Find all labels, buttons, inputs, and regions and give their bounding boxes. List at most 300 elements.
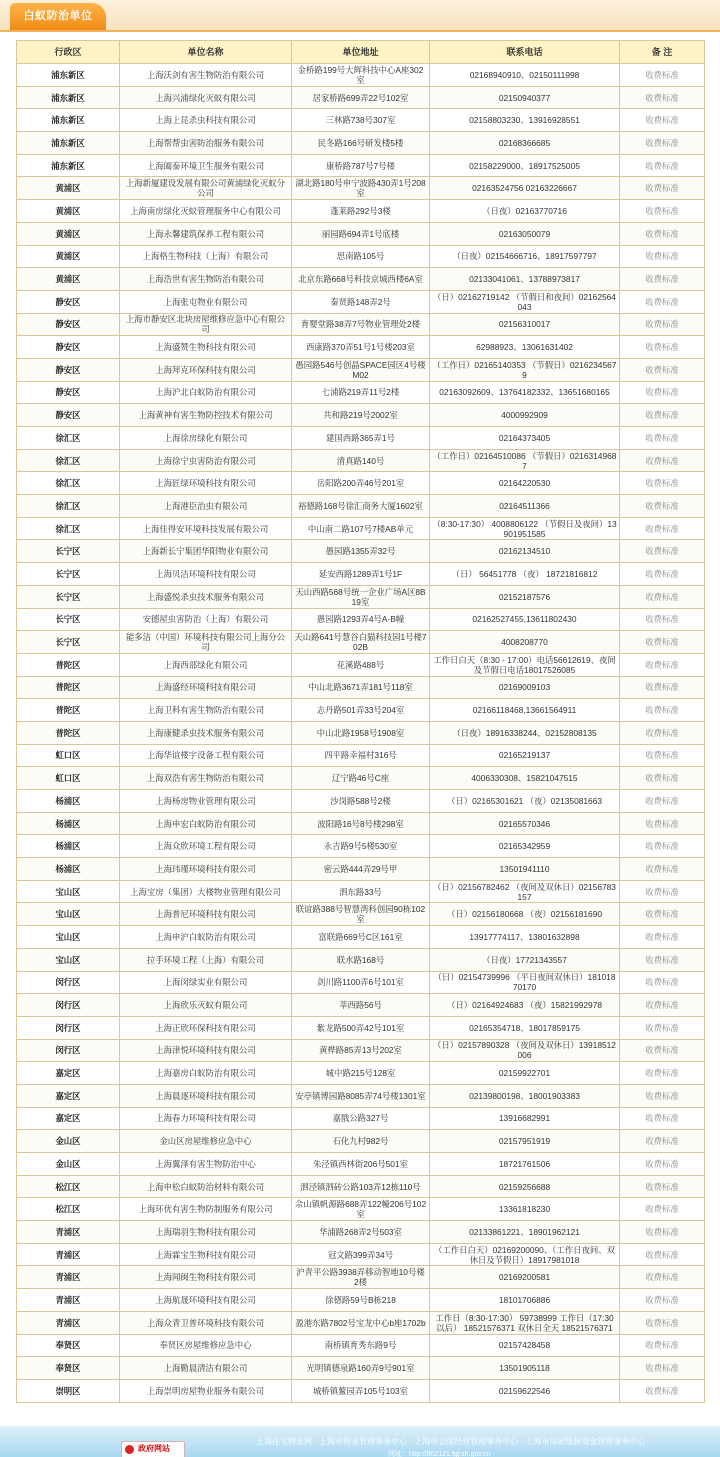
address-cell: 育婴堂路38弄7号物业管理处2楼 (292, 313, 430, 336)
company-cell: 上海欣乐灭蚁有限公司 (120, 994, 292, 1017)
district-cell: 黄浦区 (17, 245, 120, 268)
table-row (17, 336, 705, 359)
note-cell[interactable]: 收费标准 (620, 472, 705, 495)
note-cell[interactable]: 收费标准 (620, 699, 705, 722)
company-cell: 上海正欣环保科技有限公司 (120, 1016, 292, 1039)
table-row (17, 699, 705, 722)
note-cell[interactable]: 收费标准 (620, 948, 705, 971)
phone-cell: （日）02164924683 （夜）15821992978 (430, 994, 620, 1017)
note-cell[interactable]: 收费标准 (620, 404, 705, 427)
company-cell: 上海康健杀虫技术服务有限公司 (120, 721, 292, 744)
phone-cell: 13501905118 (430, 1357, 620, 1380)
district-cell: 宝山区 (17, 948, 120, 971)
company-cell: 上海津悦环境科技有限公司 (120, 1039, 292, 1062)
address-cell: 冠文路399弄34号 (292, 1243, 430, 1266)
note-cell[interactable]: 收费标准 (620, 585, 705, 608)
phone-cell: （工作日）02165140353 （节假日）02162345679 (430, 358, 620, 381)
note-cell[interactable]: 收费标准 (620, 336, 705, 359)
address-cell: 沪青平公路3938弄移动智地10号楼2楼 (292, 1266, 430, 1289)
table-row (17, 812, 705, 835)
district-cell: 青浦区 (17, 1266, 120, 1289)
note-cell[interactable]: 收费标准 (620, 1221, 705, 1244)
company-cell: 上海霖宝生物科技有限公司 (120, 1243, 292, 1266)
address-cell: 建国西路365弄1号 (292, 427, 430, 450)
company-cell: 上海盛赞生物科技有限公司 (120, 336, 292, 359)
address-cell: 佘山镇帆源路688弄122幢206号102室 (292, 1198, 430, 1221)
footer (0, 1426, 720, 1457)
district-cell: 奉贤区 (17, 1334, 120, 1357)
address-cell: 紫龙路500弄42号101室 (292, 1016, 430, 1039)
company-cell: 上海航晟环境科技有限公司 (120, 1289, 292, 1312)
district-cell: 徐汇区 (17, 495, 120, 518)
table-row (17, 64, 705, 87)
phone-cell: 02168940910、02150111998 (430, 64, 620, 87)
company-cell: 上海沪北白蚁防治有限公司 (120, 381, 292, 404)
note-cell[interactable]: 收费标准 (620, 1289, 705, 1312)
table-row (17, 1153, 705, 1176)
company-cell: 上海崇明房屋物业服务有限公司 (120, 1379, 292, 1402)
phone-cell: 02156310017 (430, 313, 620, 336)
phone-cell: （工作日白天）02169200090、（工作日夜间、双休日及节假日）18917981018 (430, 1243, 620, 1266)
table-row (17, 1107, 705, 1130)
company-cell: 上海众青卫普环境科技有限公司 (120, 1311, 292, 1334)
note-cell[interactable]: 收费标准 (620, 1039, 705, 1062)
note-cell[interactable]: 收费标准 (620, 1084, 705, 1107)
company-cell: 上海翼泽有害生物防治中心 (120, 1153, 292, 1176)
address-cell: 莘西路56号 (292, 994, 430, 1017)
phone-cell: 02166118468,13661564911 (430, 699, 620, 722)
table-row (17, 631, 705, 654)
district-cell: 青浦区 (17, 1289, 120, 1312)
company-cell: 上海环优有害生物防制服务有限公司 (120, 1198, 292, 1221)
note-cell[interactable]: 收费标准 (620, 676, 705, 699)
district-cell: 长宁区 (17, 608, 120, 631)
address-cell: 延安西路1289弄1号1F (292, 563, 430, 586)
note-cell[interactable]: 收费标准 (620, 1379, 705, 1402)
company-cell: 上海贝洁环境科技有限公司 (120, 563, 292, 586)
phone-cell: 02133041061、13788973817 (430, 268, 620, 291)
company-cell: 上海西部绿化有限公司 (120, 653, 292, 676)
table-row (17, 222, 705, 245)
phone-cell: （日夜）02154666716、18917597797 (430, 245, 620, 268)
note-cell[interactable]: 收费标准 (620, 1357, 705, 1380)
note-cell[interactable]: 收费标准 (620, 812, 705, 835)
content-card (0, 32, 720, 1426)
address-cell: 愚园路1293弄4号A-B幢 (292, 608, 430, 631)
phone-cell: （日）02157890328 （夜间及双休日）13918512006 (430, 1039, 620, 1062)
address-cell: 愚园路1355弄32号 (292, 540, 430, 563)
note-cell[interactable]: 收费标准 (620, 449, 705, 472)
phone-cell: （日夜）17721343557 (430, 948, 620, 971)
table-row (17, 109, 705, 132)
address-cell: 蓬莱路292号3楼 (292, 200, 430, 223)
note-cell[interactable]: 收费标准 (620, 903, 705, 926)
company-cell: 上海黄神有害生物防控技术有限公司 (120, 404, 292, 427)
phone-cell: 02169200581 (430, 1266, 620, 1289)
note-cell[interactable]: 收费标准 (620, 222, 705, 245)
table-row (17, 790, 705, 813)
phone-cell: （日）02156180668 （夜）02156181690 (430, 903, 620, 926)
table-row (17, 880, 705, 903)
phone-cell: 13361818230 (430, 1198, 620, 1221)
phone-cell: 02163524756 02163226667 (430, 177, 620, 200)
address-cell: 泗泾镇泗砖公路103弄12栋110号 (292, 1175, 430, 1198)
note-cell[interactable]: 收费标准 (620, 1153, 705, 1176)
address-cell: 花溪路488号 (292, 653, 430, 676)
company-cell: 上海勤晨清洁有限公司 (120, 1357, 292, 1380)
table-row (17, 540, 705, 563)
col-address: 单位地址 (292, 41, 430, 64)
district-cell: 黄浦区 (17, 177, 120, 200)
district-cell: 长宁区 (17, 540, 120, 563)
phone-cell: 02152187576 (430, 585, 620, 608)
note-cell[interactable]: 收费标准 (620, 540, 705, 563)
district-cell: 静安区 (17, 381, 120, 404)
note-cell[interactable]: 收费标准 (620, 835, 705, 858)
district-cell: 杨浦区 (17, 812, 120, 835)
table-row (17, 1289, 705, 1312)
gov-site-badge[interactable] (121, 1441, 185, 1457)
phone-cell: （日夜）02163770716 (430, 200, 620, 223)
address-cell: 城桥镇鳌园弄105号103室 (292, 1379, 430, 1402)
district-cell: 金山区 (17, 1130, 120, 1153)
phone-cell: 工作日白天（8:30 - 17:00）电话56612619、夜间及节假日电话18017526085 (430, 653, 620, 676)
phone-cell: （日）02162719142 （节假日和夜间）02162564043 (430, 290, 620, 313)
company-cell: 上海匠绿环境科技有限公司 (120, 472, 292, 495)
company-cell: 上海浩世有害生物防治有限公司 (120, 268, 292, 291)
company-cell: 能多洁（中国）环境科技有限公司上海分公司 (120, 631, 292, 654)
table-header-row (17, 41, 705, 64)
address-cell: 黄桦路85弄13号202室 (292, 1039, 430, 1062)
district-cell: 普陀区 (17, 699, 120, 722)
note-cell[interactable]: 收费标准 (620, 245, 705, 268)
note-cell[interactable]: 收费标准 (620, 971, 705, 994)
address-cell: 天山路641号慧谷白猫科技园1号楼702B (292, 631, 430, 654)
district-cell: 闵行区 (17, 971, 120, 994)
col-district: 行政区 (17, 41, 120, 64)
company-cell: 上海申沪白蚁防治有限公司 (120, 926, 292, 949)
note-cell[interactable]: 收费标准 (620, 880, 705, 903)
phone-cell: 02158803230、13916928551 (430, 109, 620, 132)
district-cell: 静安区 (17, 404, 120, 427)
note-cell[interactable]: 收费标准 (620, 1311, 705, 1334)
district-cell: 金山区 (17, 1153, 120, 1176)
table-row (17, 948, 705, 971)
address-cell: 清真路140号 (292, 449, 430, 472)
table-row (17, 381, 705, 404)
company-cell: 上海闵绿实业有限公司 (120, 971, 292, 994)
company-cell: 上海杨房物业管理有限公司 (120, 790, 292, 813)
address-cell: 愚园路546号创晶SPACE园区4号楼M02 (292, 358, 430, 381)
district-cell: 长宁区 (17, 585, 120, 608)
address-cell: 思南路105号 (292, 245, 430, 268)
footer-url[interactable]: 网址：http://962121.fgj.sh.gov.cn (388, 1451, 491, 1457)
phone-cell: 工作日（8:30-17:30） 59738999 工作日（17:30以后） 18521576371 双休日全天 18521576371 (430, 1311, 620, 1334)
phone-cell: 4006330308、15821047515 (430, 767, 620, 790)
address-cell: 中山北路1958号1908室 (292, 721, 430, 744)
district-cell: 徐汇区 (17, 472, 120, 495)
address-cell: 联水路168号 (292, 948, 430, 971)
company-cell: 上海张屯物业有限公司 (120, 290, 292, 313)
company-cell: 上海双浩有害生物防治有限公司 (120, 767, 292, 790)
note-cell[interactable]: 收费标准 (620, 132, 705, 155)
company-cell: 上海嘉房白蚁防治有限公司 (120, 1062, 292, 1085)
note-cell[interactable]: 收费标准 (620, 653, 705, 676)
district-cell: 普陀区 (17, 676, 120, 699)
gov-site-badge-label: 政府网站 (138, 1444, 170, 1453)
phone-cell: 4000992909 (430, 404, 620, 427)
company-cell: 拉手环境工程（上海）有限公司 (120, 948, 292, 971)
table-row (17, 1334, 705, 1357)
note-cell[interactable]: 收费标准 (620, 608, 705, 631)
phone-cell: 02165342959 (430, 835, 620, 858)
table-row (17, 1198, 705, 1221)
address-cell: 志丹路501弄33号204室 (292, 699, 430, 722)
company-cell: 上海帮帮虫害防治服务有限公司 (120, 132, 292, 155)
phone-cell: 02164511366 (430, 495, 620, 518)
district-cell: 青浦区 (17, 1243, 120, 1266)
address-cell: 华浦路268弄2号503室 (292, 1221, 430, 1244)
district-cell: 长宁区 (17, 631, 120, 654)
note-cell[interactable]: 收费标准 (620, 177, 705, 200)
address-cell: 盈港东路7802号宝龙中心b座1702b (292, 1311, 430, 1334)
district-cell: 嘉定区 (17, 1107, 120, 1130)
phone-cell: 02159256688 (430, 1175, 620, 1198)
phone-cell: 02157951919 (430, 1130, 620, 1153)
district-cell: 松江区 (17, 1198, 120, 1221)
address-cell: 丽园路694弄1号底楼 (292, 222, 430, 245)
company-cell: 上海申松白蚁防治材料有限公司 (120, 1175, 292, 1198)
company-cell: 上海港臣治虫有限公司 (120, 495, 292, 518)
note-cell[interactable]: 收费标准 (620, 1198, 705, 1221)
note-cell[interactable]: 收费标准 (620, 563, 705, 586)
district-cell: 黄浦区 (17, 200, 120, 223)
table-row (17, 653, 705, 676)
note-cell[interactable]: 收费标准 (620, 1175, 705, 1198)
district-cell: 浦东新区 (17, 132, 120, 155)
district-cell: 嘉定区 (17, 1062, 120, 1085)
table-row (17, 994, 705, 1017)
district-cell: 嘉定区 (17, 1084, 120, 1107)
col-note: 备 注 (620, 41, 705, 64)
phone-cell: 02139800198、18001903383 (430, 1084, 620, 1107)
phone-cell: 02162134510 (430, 540, 620, 563)
table-row (17, 427, 705, 450)
district-cell: 青浦区 (17, 1221, 120, 1244)
footer-links[interactable]: 上海住宅物业网 · 上海市物业管理事务中心 · 上海市公房经营管理事务中心 · 上海市房屋维修资金管理事务中心 (256, 1437, 646, 1446)
district-cell: 杨浦区 (17, 858, 120, 881)
company-cell: 上海华谊楼宇设备工程有限公司 (120, 744, 292, 767)
table-row (17, 245, 705, 268)
note-cell[interactable]: 收费标准 (620, 1243, 705, 1266)
table-row (17, 676, 705, 699)
note-cell[interactable]: 收费标准 (620, 1016, 705, 1039)
phone-cell: 02165570346 (430, 812, 620, 835)
note-cell[interactable]: 收费标准 (620, 86, 705, 109)
table-row (17, 132, 705, 155)
address-cell: 中山北路3671弄181号118室 (292, 676, 430, 699)
table-row (17, 313, 705, 336)
table-row (17, 858, 705, 881)
note-cell[interactable]: 收费标准 (620, 994, 705, 1017)
company-cell: 上海众欣环境工程有限公司 (120, 835, 292, 858)
phone-cell: 02162527455,13611802430 (430, 608, 620, 631)
phone-cell: 4008208770 (430, 631, 620, 654)
section-tab[interactable]: 白蚁防治单位 (10, 3, 106, 30)
address-cell: 波阳路16号8号楼298室 (292, 812, 430, 835)
district-cell: 普陀区 (17, 653, 120, 676)
company-cell: 上海沃剑有害生物防治有限公司 (120, 64, 292, 87)
table-row (17, 1357, 705, 1380)
district-cell: 崇明区 (17, 1379, 120, 1402)
termite-control-table (16, 40, 705, 1403)
table-row (17, 358, 705, 381)
district-cell: 徐汇区 (17, 427, 120, 450)
company-cell: 上海盛经环境科技有限公司 (120, 676, 292, 699)
address-cell: 岳阳路200弄46号201室 (292, 472, 430, 495)
note-cell[interactable]: 收费标准 (620, 1334, 705, 1357)
district-cell: 闵行区 (17, 994, 120, 1017)
address-cell: 泗东路33号 (292, 880, 430, 903)
phone-cell: 02164373405 (430, 427, 620, 450)
table-row (17, 1016, 705, 1039)
district-cell: 杨浦区 (17, 835, 120, 858)
district-cell: 黄浦区 (17, 222, 120, 245)
note-cell[interactable]: 收费标准 (620, 1062, 705, 1085)
table-row (17, 404, 705, 427)
district-cell: 宝山区 (17, 903, 120, 926)
address-cell: 金桥路199号大辉科技中心A座302室 (292, 64, 430, 87)
header-bar (0, 0, 720, 32)
phone-cell: （日）02165301621 （夜）02135081663 (430, 790, 620, 813)
col-company: 单位名称 (120, 41, 292, 64)
company-cell: 上海闻闽生物科技有限公司 (120, 1266, 292, 1289)
company-cell: 上海瑞羽生物科技有限公司 (120, 1221, 292, 1244)
address-cell: 南桥镇育秀东路9号 (292, 1334, 430, 1357)
address-cell: 北京东路668号科技京城西楼6A室 (292, 268, 430, 291)
note-cell[interactable]: 收费标准 (620, 427, 705, 450)
table-row (17, 517, 705, 540)
note-cell[interactable]: 收费标准 (620, 64, 705, 87)
note-cell[interactable]: 收费标准 (620, 290, 705, 313)
note-cell[interactable]: 收费标准 (620, 109, 705, 132)
note-cell[interactable]: 收费标准 (620, 858, 705, 881)
address-cell: 联谊路388号智慧湾科创园90栋102室 (292, 903, 430, 926)
phone-cell: （日） 56451778 （夜） 18721816812 (430, 563, 620, 586)
company-cell: 上海阖泰环境卫生服务有限公司 (120, 154, 292, 177)
address-cell: 秦贤路148弄2号 (292, 290, 430, 313)
address-cell: 富联路669号C区161室 (292, 926, 430, 949)
note-cell[interactable]: 收费标准 (620, 790, 705, 813)
table-row (17, 1221, 705, 1244)
company-cell: 上海晨逐环境科技有限公司 (120, 1084, 292, 1107)
phone-cell: 02150940377 (430, 86, 620, 109)
col-phone: 联系电话 (430, 41, 620, 64)
table-row (17, 177, 705, 200)
company-cell: 上海春力环境科技有限公司 (120, 1107, 292, 1130)
district-cell: 浦东新区 (17, 154, 120, 177)
district-cell: 闵行区 (17, 1016, 120, 1039)
company-cell: 上海拜克环保科技有限公司 (120, 358, 292, 381)
company-cell: 金山区房屋维修应急中心 (120, 1130, 292, 1153)
district-cell: 浦东新区 (17, 64, 120, 87)
district-cell: 静安区 (17, 336, 120, 359)
company-cell: 上海兴浦绿化灭蚁有限公司 (120, 86, 292, 109)
table-row (17, 268, 705, 291)
table-row (17, 1379, 705, 1402)
district-cell: 静安区 (17, 313, 120, 336)
note-cell[interactable]: 收费标准 (620, 1107, 705, 1130)
address-cell: 辽宁路46号C座 (292, 767, 430, 790)
note-cell[interactable]: 收费标准 (620, 268, 705, 291)
district-cell: 徐汇区 (17, 517, 120, 540)
note-cell[interactable]: 收费标准 (620, 767, 705, 790)
table-row (17, 1311, 705, 1334)
table-row (17, 290, 705, 313)
note-cell[interactable]: 收费标准 (620, 154, 705, 177)
address-cell: 民冬路166号研发楼5楼 (292, 132, 430, 155)
address-cell: 七浦路219弄11号2楼 (292, 381, 430, 404)
company-cell: 上海上昆杀虫科技有限公司 (120, 109, 292, 132)
table-row (17, 971, 705, 994)
phone-cell: 13501941110 (430, 858, 620, 881)
district-cell: 奉贤区 (17, 1357, 120, 1380)
note-cell[interactable]: 收费标准 (620, 313, 705, 336)
address-cell: 光明镇德泉路160弄9号901室 (292, 1357, 430, 1380)
note-cell[interactable]: 收费标准 (620, 721, 705, 744)
table-row (17, 903, 705, 926)
company-cell: 奉贤区房屋维修应急中心 (120, 1334, 292, 1357)
phone-cell: 62988923、13061631402 (430, 336, 620, 359)
note-cell[interactable]: 收费标准 (620, 517, 705, 540)
company-cell: 上海永馨建筑保养工程有限公司 (120, 222, 292, 245)
note-cell[interactable]: 收费标准 (620, 358, 705, 381)
table-row (17, 1175, 705, 1198)
table-row (17, 721, 705, 744)
district-cell: 徐汇区 (17, 449, 120, 472)
address-cell: 三林路738号307室 (292, 109, 430, 132)
company-cell: 上海格生物科技（上海）有限公司 (120, 245, 292, 268)
district-cell: 黄浦区 (17, 268, 120, 291)
note-cell[interactable]: 收费标准 (620, 631, 705, 654)
note-cell[interactable]: 收费标准 (620, 495, 705, 518)
phone-cell: （8:30-17:30） 4008806122 （节假日及夜间）13901951585 (430, 517, 620, 540)
phone-cell: 02164220530 (430, 472, 620, 495)
table-row (17, 563, 705, 586)
phone-cell: 02169009103 (430, 676, 620, 699)
company-cell: 上海新长宁集团华阳物业有限公司 (120, 540, 292, 563)
phone-cell: 18721761506 (430, 1153, 620, 1176)
note-cell[interactable]: 收费标准 (620, 1266, 705, 1289)
table-row (17, 1062, 705, 1085)
district-cell: 浦东新区 (17, 109, 120, 132)
table-row (17, 1130, 705, 1153)
district-cell: 松江区 (17, 1175, 120, 1198)
company-cell: 上海佳得安环境科技发展有限公司 (120, 517, 292, 540)
company-cell: 上海普尼环境科技有限公司 (120, 903, 292, 926)
address-cell: 中山南二路107号7楼AB单元 (292, 517, 430, 540)
phone-cell: 13916682991 (430, 1107, 620, 1130)
table-row (17, 1039, 705, 1062)
note-cell[interactable]: 收费标准 (620, 1130, 705, 1153)
table-row (17, 608, 705, 631)
note-cell[interactable]: 收费标准 (620, 381, 705, 404)
note-cell[interactable]: 收费标准 (620, 200, 705, 223)
company-cell: 上海盛悦杀虫技术服务有限公司 (120, 585, 292, 608)
note-cell[interactable]: 收费标准 (620, 744, 705, 767)
district-cell: 虹口区 (17, 767, 120, 790)
note-cell[interactable]: 收费标准 (620, 926, 705, 949)
